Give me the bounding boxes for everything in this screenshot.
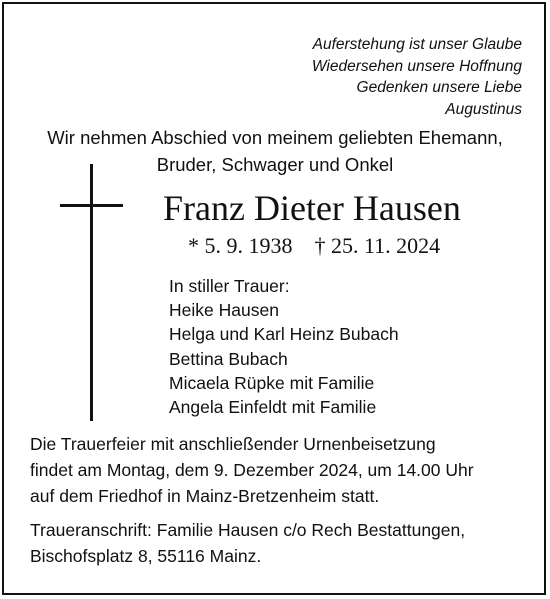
mourners-list bbox=[169, 274, 399, 419]
address-line: Bischofsplatz 8, 55116 Mainz. bbox=[30, 546, 262, 566]
mourners-heading: In stiller Trauer: bbox=[169, 276, 290, 296]
ceremony-info bbox=[30, 431, 474, 509]
mourner-name: Heike Hausen bbox=[169, 300, 279, 321]
quote-line: Wiedersehen unsere Hoffnung bbox=[311, 57, 522, 75]
intro-line: Bruder, Schwager und Onkel bbox=[156, 154, 394, 175]
cross-icon-horizontal bbox=[60, 204, 123, 207]
quote-author: Augustinus bbox=[445, 100, 522, 118]
intro-text bbox=[0, 124, 550, 178]
address-line: Traueranschrift: Familie Hausen c/o Rech Bestattungen, bbox=[30, 520, 466, 540]
mourner-name: Helga und Karl Heinz Bubach bbox=[169, 324, 399, 345]
birth-date: * 5. 9. 1938 bbox=[188, 233, 293, 258]
mourning-address bbox=[30, 517, 465, 569]
quote-line: Gedenken unsere Liebe bbox=[356, 79, 522, 96]
cross-icon-vertical bbox=[90, 164, 93, 421]
quote-line: Auferstehung ist unser Glaube bbox=[312, 36, 522, 53]
ceremony-line: findet am Montag, dem 9. Dezember 2024, um 14.00 Uhr bbox=[30, 460, 474, 480]
life-dates bbox=[188, 232, 440, 260]
epigraph-quote bbox=[312, 34, 522, 120]
mourner-name: Bettina Bubach bbox=[169, 348, 288, 369]
death-date: † 25. 11. 2024 bbox=[314, 233, 441, 258]
intro-line: Wir nehmen Abschied von meinem geliebten Ehemann, bbox=[47, 127, 503, 148]
deceased-name: Franz Dieter Hausen bbox=[163, 188, 461, 228]
ceremony-line: Die Trauerfeier mit anschließender Urnenbeisetzung bbox=[30, 434, 436, 454]
ceremony-line: auf dem Friedhof in Mainz-Bretzenheim statt. bbox=[30, 486, 380, 506]
mourner-name: Micaela Rüpke mit Familie bbox=[169, 372, 375, 393]
mourner-name: Angela Einfeldt mit Familie bbox=[169, 397, 377, 418]
